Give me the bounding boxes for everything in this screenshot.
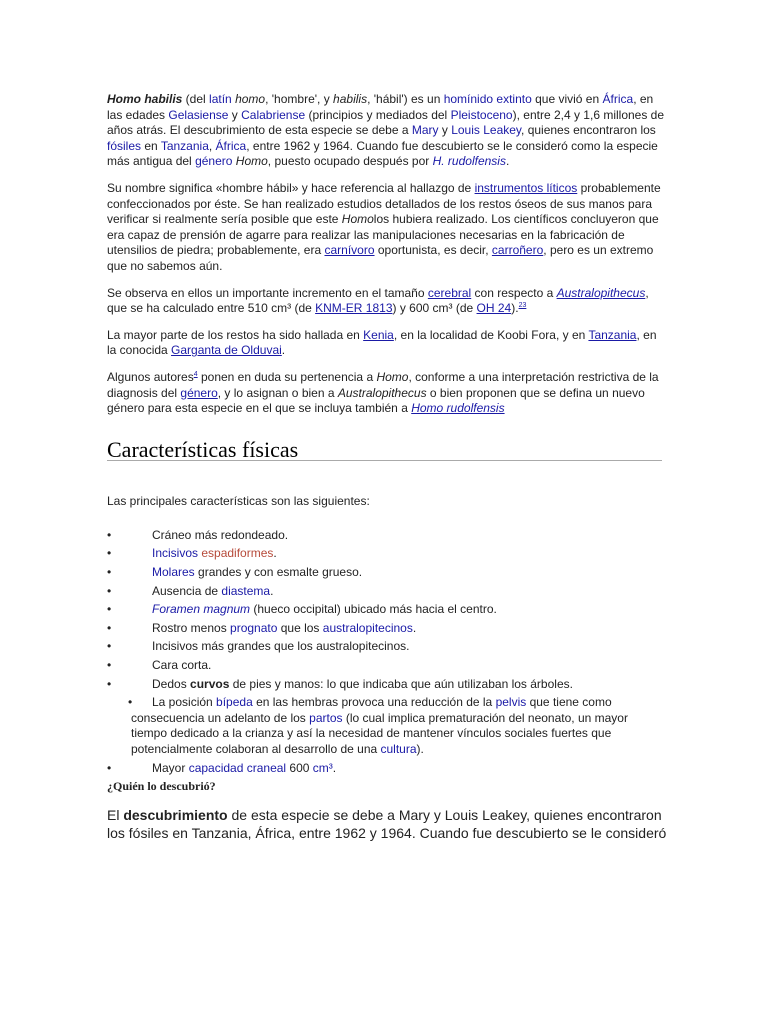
paragraph-brain-size <box>107 286 667 317</box>
bullet-icon: • <box>107 676 112 691</box>
text: de esta especie se debe a Mary y Louis Leakey, quienes encontraron los fósiles en Tanzania, África, entre 1962 y 1964. Cuando fue descubierto se le consideró <box>107 806 667 841</box>
text: , puesto ocupado después por <box>267 154 433 169</box>
text: que tiene como consecuencia un adelanto de los <box>131 695 612 725</box>
link-cerebral[interactable]: cerebral <box>427 285 472 300</box>
text-bold: curvos <box>190 676 230 691</box>
link-incisivos[interactable]: Incisivos <box>152 546 199 561</box>
link-capacidad-craneal[interactable]: capacidad craneal <box>188 760 287 775</box>
text: (lo cual implica prematuración del neonato, un mayor tiempo dedicado a la crianza y así la necesidad de mantener vínculos sociales fuertes que potencialmente colaboran al desarrollo de una <box>131 710 628 756</box>
text: , conforme a una interpretación restrictiva de la diagnosis del <box>107 369 659 400</box>
link-prognato[interactable]: prognato <box>230 620 278 635</box>
link-partos[interactable]: partos <box>309 710 343 725</box>
link-extinto[interactable]: extinto <box>496 92 532 106</box>
list-item <box>107 528 667 544</box>
text: de pies y manos: lo que indicaba que aún utilizaban los árboles. <box>229 676 573 691</box>
link-gelasiense[interactable]: Gelasiense <box>168 107 229 122</box>
bullet-icon: • <box>107 546 112 561</box>
link-oh-24[interactable]: OH 24 <box>476 301 512 316</box>
link-calabriense[interactable]: Calabriense <box>241 107 306 122</box>
list-item <box>107 658 667 674</box>
text: ponen en duda su pertenencia a <box>197 369 377 384</box>
features-list <box>107 528 667 776</box>
text: los hubiera realizado. Los científicos concluyeron que era capaz de prensión de agarre para realizar las manipulaciones necesarias en la fabricación de utensilios de piedra; probablemente, era <box>107 212 659 258</box>
bullet-icon: • <box>107 565 112 580</box>
link-bipeda[interactable]: bípeda <box>216 695 253 710</box>
link-molares[interactable]: Molares <box>152 565 195 580</box>
species-name: Homo habilis <box>107 92 183 106</box>
text: ). <box>416 742 424 756</box>
text-italic: homo <box>235 92 266 106</box>
text: , que se ha calculado entre 510 cm³ (de <box>107 285 649 316</box>
bullet-icon: • <box>107 658 112 673</box>
list-item <box>107 621 667 637</box>
link-label: Homo rudolfensis <box>411 401 505 416</box>
paragraph-intro <box>107 92 667 170</box>
list-item <box>107 677 667 693</box>
text: Se observa en ellos un importante incremento en el tamaño <box>107 285 428 300</box>
link-knm-er-1813[interactable]: KNM-ER 1813 <box>315 301 393 316</box>
text: o bien proponen que se defina un nuevo género para esta especie en el que se incluya también a <box>107 385 645 416</box>
link-hominido[interactable]: homínido <box>443 92 494 106</box>
link-cm3[interactable]: cm³ <box>312 760 333 775</box>
text: . <box>505 154 510 169</box>
link-label: Australopithecus <box>556 285 646 300</box>
bullet-icon: • <box>107 602 112 617</box>
link-fosiles[interactable]: fósiles <box>107 138 142 153</box>
link-cultura[interactable]: cultura <box>380 742 417 756</box>
text: Ausencia de <box>152 583 222 598</box>
text: oportunista, es decir, <box>374 243 492 258</box>
bullet-icon: • <box>107 760 112 775</box>
text-bold: descubrimiento <box>123 806 228 823</box>
link-africa[interactable]: África <box>215 138 247 153</box>
text: Su nombre significa «hombre hábil» y hace referencia al hallazgo de <box>107 180 475 195</box>
text: con respecto a <box>471 285 557 300</box>
reference-link[interactable]: 23 <box>518 302 527 310</box>
link-tanzania[interactable]: Tanzania <box>588 327 637 342</box>
text: Dedos <box>152 676 191 691</box>
link-espadiformes[interactable]: espadiformes <box>201 546 274 561</box>
link-tanzania[interactable]: Tanzania <box>160 138 209 153</box>
text-italic: Homo <box>341 212 374 227</box>
text: , quienes encontraron los <box>521 123 656 138</box>
link-pleistoceno[interactable]: Pleistoceno <box>450 107 513 122</box>
text: , pero es un extremo que no sabemos aún. <box>107 243 654 273</box>
link-carronero[interactable]: carroñero <box>491 243 544 258</box>
link-latin[interactable]: latín <box>209 92 232 106</box>
text: ), entre 2,4 y 1,6 millones de años atrás. El descubrimiento de esta especie se debe a <box>107 107 665 138</box>
text: La posición <box>152 695 217 710</box>
link-carnivoro[interactable]: carnívoro <box>324 243 375 258</box>
link-genero[interactable]: género <box>195 154 233 169</box>
paragraph-classification <box>107 370 667 417</box>
list-item <box>107 602 667 618</box>
link-australopitecinos[interactable]: australopitecinos <box>322 620 413 635</box>
text: , entre 1962 y 1964. Cuando fue descubierto se le consideró como la especie más antigua del <box>107 138 658 169</box>
text: , en las edades <box>107 92 654 122</box>
list-intro: Las principales características son las siguientes: <box>107 494 370 509</box>
text: que los <box>277 620 323 635</box>
text: 600 <box>286 760 313 775</box>
text: en <box>141 138 161 153</box>
link-kenia[interactable]: Kenia <box>363 327 394 342</box>
section-heading: Características físicas <box>107 442 662 462</box>
link-instrumentos-liticos[interactable]: instrumentos líticos <box>474 180 578 195</box>
text: , en la localidad de Koobi Fora, y en <box>393 327 589 342</box>
text: probablemente confeccionados por éste. Se han realizado estudios detallados de los restos óseos de sus manos para verificar si realmente sería posible que este <box>107 180 661 227</box>
list-item <box>107 565 667 581</box>
link-pelvis[interactable]: pelvis <box>495 695 527 710</box>
text: grandes y con esmalte grueso. <box>194 565 363 580</box>
text: Algunos autores <box>107 369 194 384</box>
link-foramen-magnum[interactable] <box>152 602 250 616</box>
link-homo-rudolfensis[interactable] <box>411 401 504 415</box>
text: , y lo asignan o bien a <box>217 385 338 400</box>
link-label: H. rudolfensis <box>432 154 506 169</box>
text: ). <box>511 301 519 316</box>
text-italic: habilis <box>333 92 368 106</box>
text: y <box>438 123 452 138</box>
text: Mayor <box>152 760 189 775</box>
text: (hueco occipital) ubicado más hacia el centro. <box>250 602 497 617</box>
text: (principios y mediados del <box>305 107 451 122</box>
text: , 'hábil') es un <box>367 92 444 106</box>
link-h-rudolfensis[interactable] <box>433 154 506 168</box>
bullet-icon: • <box>107 639 112 654</box>
text-italic: Australopithecus <box>337 385 427 400</box>
link-label: Foramen magnum <box>152 602 251 617</box>
list-item <box>107 695 667 757</box>
bullet-icon: • <box>128 695 133 710</box>
text: La mayor parte de los restos ha sido hallada en <box>107 327 364 342</box>
link-mary[interactable]: Mary <box>411 123 439 138</box>
text: Rostro menos <box>152 620 231 635</box>
text: , en la conocida <box>107 327 657 358</box>
reference-link[interactable]: 4 <box>193 370 198 378</box>
text: . <box>270 583 274 598</box>
link-genero[interactable]: género <box>180 385 218 400</box>
list-item <box>107 761 667 777</box>
list-item <box>107 639 667 655</box>
text-italic: Homo <box>376 369 409 384</box>
paragraph-discovery <box>107 806 667 842</box>
question-heading: ¿Quién lo descubrió? <box>107 779 216 794</box>
link-garganta-de-olduvai[interactable]: Garganta de Olduvai <box>171 343 282 358</box>
text: (del <box>182 92 210 106</box>
text: . <box>412 620 417 635</box>
bullet-icon: • <box>107 620 112 635</box>
text: . <box>281 343 286 358</box>
bullet-icon: • <box>107 527 112 542</box>
link-africa[interactable]: África <box>602 92 634 106</box>
paragraph-remains <box>107 328 667 359</box>
text: que vivió en <box>531 92 603 106</box>
text: , <box>208 138 216 153</box>
text-italic: Homo <box>235 154 268 169</box>
list-item <box>107 584 667 600</box>
link-louis-leakey[interactable]: Louis Leakey <box>451 123 522 138</box>
text: . <box>332 760 337 775</box>
link-australopithecus[interactable] <box>557 286 646 300</box>
text: Cara corta. <box>152 658 212 673</box>
list-item <box>107 546 667 562</box>
text: El <box>107 806 124 823</box>
text: . <box>273 546 277 561</box>
text: en las hembras provoca una reducción de la <box>252 695 496 710</box>
text: y <box>228 107 242 122</box>
text: Cráneo más redondeado. <box>152 527 289 542</box>
paragraph-name-meaning <box>107 181 667 275</box>
text: Incisivos más grandes que los australopitecinos. <box>152 639 410 654</box>
bullet-icon: • <box>107 583 112 598</box>
link-diastema[interactable]: diastema <box>221 583 271 598</box>
text: ) y 600 cm³ (de <box>392 301 477 316</box>
text: , 'hombre', y <box>265 92 334 106</box>
article-body <box>107 92 667 853</box>
